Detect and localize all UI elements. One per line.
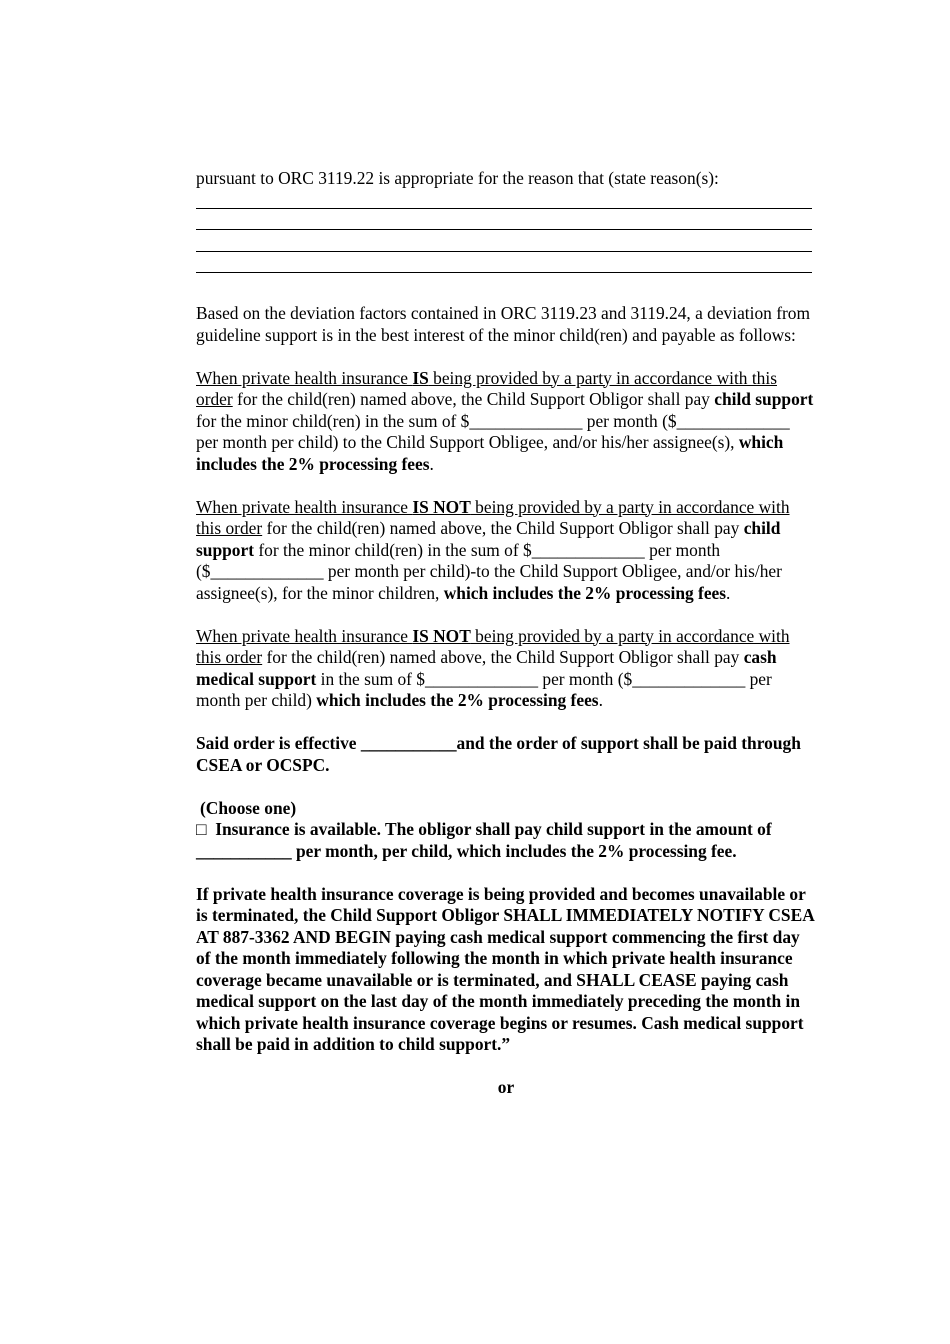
notice-paragraph: If private health insurance coverage is being provided and becomes unavailable or is terminated, the Child Support Obligor SHALL IMMEDIATELY NOTIFY CSEA AT 887-3362 AND BEGIN paying cash medical support commencing the first day of the month immediately following the month in which private health insurance coverage became unavailable or is terminated, and SHALL CEASE paying cash medical support on the last day of the month immediately preceding the month in which private health insurance coverage begins or resumes. Cash medical support shall be paid in addition to child support.” bbox=[196, 883, 814, 1054]
insurance-is-not-child-paragraph: When private health insurance IS NOT being provided by a party in accordance with this order for the child(ren) named above, the Child Support Obligor shall pay child support for the minor child(ren) in the sum of $_____________ per month ($_____________ per month per child)-to the Child Support Obligee, and/or his/her assignee(s), for the minor children, which includes the 2% processing fees. bbox=[196, 496, 790, 603]
spacer bbox=[196, 475, 816, 497]
per-child-blank[interactable]: _____________ bbox=[676, 410, 790, 431]
insurance-is-paragraph: When private health insurance IS being provided by a party in accordance with this order for the child(ren) named above, the Child Support Obligor shall pay child support for the minor child(ren) in the sum of $_____________ per month ($_____________ per month per child) to the Child Support Obligee, and/or his/her assignee(s), which includes the 2% processing fees. bbox=[196, 367, 814, 474]
document-page bbox=[196, 168, 816, 1099]
spacer bbox=[196, 1056, 816, 1078]
deviation-paragraph: Based on the deviation factors contained in ORC 3119.23 and 3119.24, a deviation from guideline support is in the best interest of the minor child(ren) and payable as follows: bbox=[196, 303, 811, 345]
reason-line-1[interactable] bbox=[196, 190, 812, 209]
spacer bbox=[196, 862, 816, 884]
reason-line-4[interactable] bbox=[196, 252, 812, 274]
per-child-blank[interactable]: _____________ bbox=[632, 668, 746, 689]
reason-line-2[interactable] bbox=[196, 209, 812, 231]
or-label: or bbox=[497, 1077, 515, 1097]
spacer bbox=[196, 712, 816, 734]
effective-paragraph: Said order is effective ___________and the order of support shall be paid through CSEA or OCSPC. bbox=[196, 733, 801, 775]
intro-line: pursuant to ORC 3119.22 is appropriate for the reason that (state reason(s): bbox=[196, 168, 719, 188]
effective-date-blank[interactable]: ___________ bbox=[360, 733, 457, 753]
amount-blank[interactable]: _____________ bbox=[531, 539, 645, 560]
clause-underlined: When private health insurance IS NOT being provided by a party in accordance with this order bbox=[196, 625, 790, 667]
insurance-available-option: □ Insurance is available. The obligor shall pay child support in the amount of ___________ per month, per child, which includes the 2% processing fee. bbox=[196, 819, 772, 861]
reason-lines bbox=[196, 190, 816, 274]
clause-underlined: When private health insurance IS NOT being provided by a party in accordance with this order bbox=[196, 496, 790, 538]
clause-underlined: When private health insurance IS being provided by a party in accordance with this order bbox=[196, 367, 777, 409]
spacer bbox=[196, 346, 816, 368]
reason-line-3[interactable] bbox=[196, 230, 812, 252]
choose-one-label: (Choose one) bbox=[200, 797, 297, 818]
amount-blank[interactable]: _____________ bbox=[469, 410, 583, 431]
checkbox-icon[interactable]: □ bbox=[196, 819, 207, 839]
per-child-blank[interactable]: _____________ bbox=[210, 561, 324, 581]
amount-blank[interactable]: ___________ bbox=[196, 840, 292, 861]
spacer bbox=[196, 776, 816, 798]
amount-blank[interactable]: _____________ bbox=[424, 668, 539, 689]
insurance-is-not-cash-paragraph: When private health insurance IS NOT being provided by a party in accordance with this order for the child(ren) named above, the Child Support Obligor shall pay cash medical support in the sum of $_____________ per month ($_____________ per month per child) which includes the 2% processing fees. bbox=[196, 625, 790, 710]
spacer bbox=[196, 604, 816, 626]
spacer bbox=[196, 273, 816, 303]
